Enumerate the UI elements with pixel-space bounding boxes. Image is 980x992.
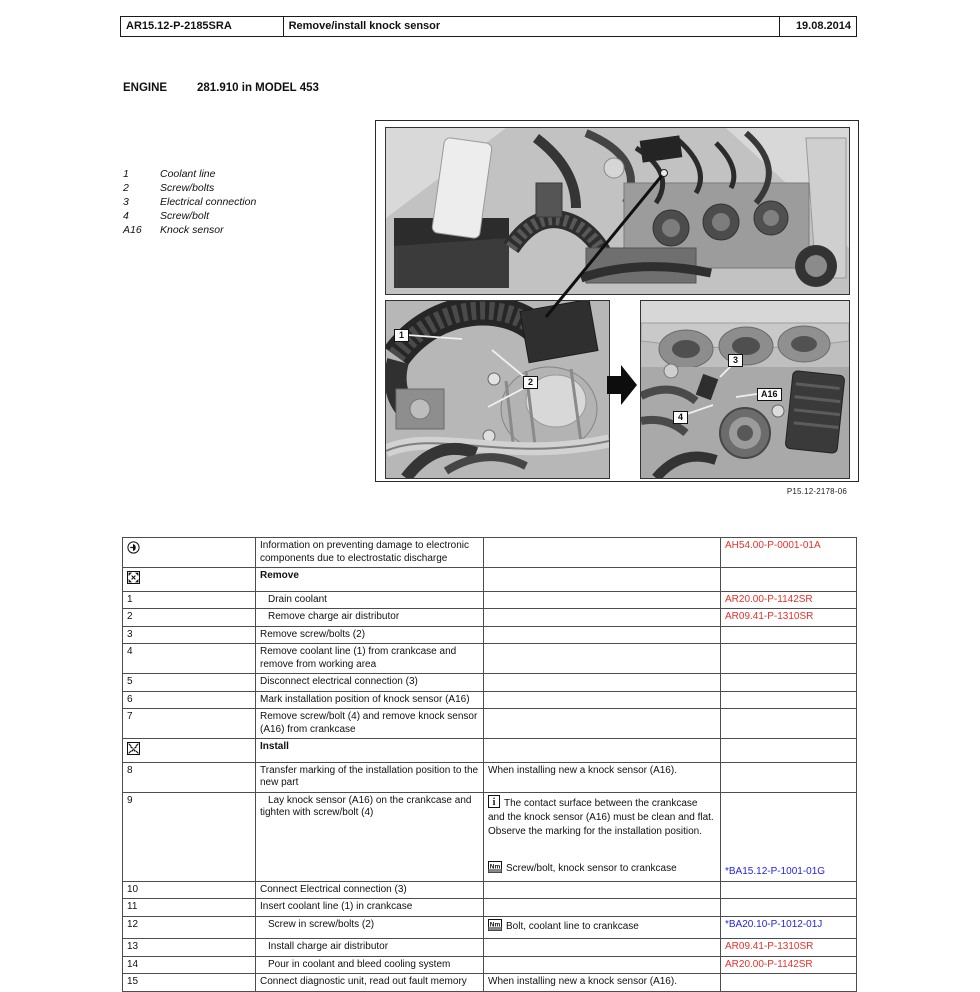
callout-1: 1 bbox=[394, 329, 409, 342]
legend-label: Screw/bolt bbox=[160, 210, 210, 222]
table-row bbox=[123, 709, 857, 739]
svg-text:Nm: Nm bbox=[489, 863, 501, 871]
section-label: ENGINE bbox=[123, 82, 168, 94]
reference-cell bbox=[721, 974, 857, 992]
legend-label: Electrical connection bbox=[160, 196, 257, 208]
figure-caption: P15.12-2178-06 bbox=[786, 487, 847, 496]
step-description: Pour in coolant and bleed cooling system bbox=[268, 958, 451, 970]
reference-cell bbox=[721, 568, 857, 592]
note-cell bbox=[484, 739, 721, 763]
step-number: 3 bbox=[127, 628, 133, 640]
description-cell bbox=[256, 939, 484, 957]
callout-2: 2 bbox=[523, 376, 538, 389]
step-number: 11 bbox=[127, 901, 138, 912]
note-cell bbox=[484, 762, 721, 792]
legend-item bbox=[123, 223, 256, 237]
note-cell bbox=[484, 899, 721, 917]
doc-ref-link[interactable]: AH54.00-P-0001-01A bbox=[725, 540, 821, 551]
table-row bbox=[123, 792, 857, 881]
figure-legend bbox=[123, 167, 256, 237]
reference-cell bbox=[721, 674, 857, 692]
table-row bbox=[123, 626, 857, 644]
table-row bbox=[123, 691, 857, 709]
table-row bbox=[123, 644, 857, 674]
reference-cell bbox=[721, 691, 857, 709]
note-cell bbox=[484, 691, 721, 709]
step-cell bbox=[123, 792, 256, 881]
reference-cell bbox=[721, 644, 857, 674]
note-block: Nm Screw/bolt, knock sensor to crankcase bbox=[488, 857, 716, 878]
note-cell bbox=[484, 644, 721, 674]
step-description: Remove bbox=[260, 570, 299, 581]
step-cell bbox=[123, 591, 256, 609]
doc-ref-link[interactable]: AR09.41-P-1310SR bbox=[725, 941, 814, 952]
table-row bbox=[123, 568, 857, 592]
document-header bbox=[120, 16, 857, 37]
callout-3: 3 bbox=[728, 354, 743, 367]
header-title: Remove/install knock sensor bbox=[283, 16, 781, 37]
note-block: Observe the marking for the installation position. bbox=[488, 825, 702, 837]
doc-ref-link[interactable]: AR09.41-P-1310SR bbox=[725, 611, 814, 622]
description-cell bbox=[256, 626, 484, 644]
doc-ref-link[interactable]: *BA20.10-P-1012-01J bbox=[725, 918, 823, 930]
description-cell bbox=[256, 792, 484, 881]
step-description: Drain coolant bbox=[268, 593, 327, 605]
reference-cell bbox=[721, 881, 857, 899]
engine-photo-detail-right bbox=[640, 300, 850, 479]
note-block: Nm Bolt, coolant line to crankcase bbox=[488, 919, 716, 936]
legend-label: Screw/bolts bbox=[160, 182, 215, 194]
table-row bbox=[123, 538, 857, 568]
step-description: Information on preventing damage to electronic components due to electrostatic discharge bbox=[260, 540, 470, 564]
description-cell bbox=[256, 591, 484, 609]
step-cell bbox=[123, 939, 256, 957]
step-number: 8 bbox=[127, 764, 133, 776]
step-cell bbox=[123, 538, 256, 568]
description-cell bbox=[256, 691, 484, 709]
legend-item bbox=[123, 181, 256, 195]
step-description: Install charge air distributor bbox=[268, 941, 389, 952]
engine-photo-detail-left bbox=[385, 300, 610, 479]
note-cell bbox=[484, 916, 721, 939]
engine-figure bbox=[375, 120, 859, 482]
note-cell bbox=[484, 591, 721, 609]
step-cell bbox=[123, 881, 256, 899]
section-heading bbox=[123, 82, 319, 94]
legend-item bbox=[123, 167, 256, 181]
reference-cell bbox=[721, 626, 857, 644]
step-number: 1 bbox=[127, 593, 133, 605]
legend-key: 4 bbox=[123, 210, 129, 222]
reference-cell bbox=[721, 939, 857, 957]
reference-cell bbox=[721, 899, 857, 917]
table-row bbox=[123, 939, 857, 957]
engine-photo-overview bbox=[385, 127, 850, 295]
step-cell bbox=[123, 674, 256, 692]
procedure-table bbox=[122, 537, 857, 992]
step-description: Transfer marking of the installation position to the new part bbox=[260, 764, 479, 788]
step-description: Screw in screw/bolts (2) bbox=[268, 918, 375, 930]
description-cell bbox=[256, 974, 484, 992]
note-cell bbox=[484, 939, 721, 957]
reference-cell bbox=[721, 762, 857, 792]
doc-ref-link[interactable]: AR20.00-P-1142SR bbox=[725, 593, 813, 605]
note-content: When installing new a knock sensor (A16). bbox=[488, 764, 677, 776]
install-icon bbox=[127, 742, 140, 760]
step-number: 5 bbox=[127, 676, 133, 687]
doc-ref-link[interactable]: *BA15.12-P-1001-01G bbox=[725, 866, 826, 877]
description-cell bbox=[256, 568, 484, 592]
table-row bbox=[123, 762, 857, 792]
step-cell bbox=[123, 739, 256, 763]
description-cell bbox=[256, 709, 484, 739]
table-row bbox=[123, 881, 857, 899]
note-cell bbox=[484, 626, 721, 644]
table-row bbox=[123, 674, 857, 692]
step-number: 7 bbox=[127, 711, 133, 722]
step-description: Remove screw/bolts (2) bbox=[260, 628, 366, 640]
section-detail: 281.910 in MODEL 453 bbox=[197, 82, 319, 94]
table-row bbox=[123, 899, 857, 917]
reference-cell bbox=[721, 916, 857, 939]
description-cell bbox=[256, 674, 484, 692]
step-cell bbox=[123, 974, 256, 992]
description-cell bbox=[256, 762, 484, 792]
note-cell bbox=[484, 538, 721, 568]
legend-key: 1 bbox=[123, 168, 129, 180]
step-cell bbox=[123, 956, 256, 974]
step-description: Disconnect electrical connection (3) bbox=[260, 676, 418, 687]
step-number: 6 bbox=[127, 693, 133, 705]
step-description: Remove screw/bolt (4) and remove knock sensor (A16) from crankcase bbox=[260, 711, 478, 735]
reference-cell bbox=[721, 956, 857, 974]
table-row bbox=[123, 916, 857, 939]
description-cell bbox=[256, 609, 484, 627]
step-description: Mark installation position of knock sensor (A16) bbox=[260, 693, 470, 705]
note-content: When installing new a knock sensor (A16). bbox=[488, 976, 677, 987]
step-number: 13 bbox=[127, 941, 139, 952]
description-cell bbox=[256, 956, 484, 974]
description-cell bbox=[256, 881, 484, 899]
note-content bbox=[488, 919, 716, 936]
step-number: 14 bbox=[127, 958, 139, 970]
step-description: Install bbox=[260, 741, 289, 752]
nm-icon bbox=[488, 919, 502, 936]
step-description: Remove charge air distributor bbox=[268, 611, 400, 622]
doc-ref-link[interactable]: AR20.00-P-1142SR bbox=[725, 958, 813, 970]
step-cell bbox=[123, 709, 256, 739]
step-cell bbox=[123, 899, 256, 917]
legend-label: Coolant line bbox=[160, 168, 216, 180]
table-row bbox=[123, 591, 857, 609]
zoom-arrow-icon bbox=[607, 365, 637, 405]
legend-item bbox=[123, 209, 256, 223]
step-number: 9 bbox=[127, 794, 133, 806]
legend-label: Knock sensor bbox=[160, 224, 224, 236]
step-description: Connect diagnostic unit, read out fault memory bbox=[260, 976, 467, 987]
note-cell bbox=[484, 881, 721, 899]
table-row bbox=[123, 956, 857, 974]
remove-icon bbox=[127, 571, 140, 589]
description-cell bbox=[256, 644, 484, 674]
reference-cell bbox=[721, 609, 857, 627]
step-cell bbox=[123, 762, 256, 792]
header-date: 19.08.2014 bbox=[779, 16, 857, 37]
callout-A16: A16 bbox=[757, 388, 782, 401]
note-cell bbox=[484, 974, 721, 992]
step-number: 2 bbox=[127, 611, 133, 622]
info-icon bbox=[488, 795, 500, 813]
note-cell bbox=[484, 609, 721, 627]
table-row bbox=[123, 974, 857, 992]
reference-cell bbox=[721, 739, 857, 763]
legend-key: 3 bbox=[123, 196, 129, 208]
reference-cell bbox=[721, 538, 857, 568]
description-cell bbox=[256, 538, 484, 568]
esd-icon bbox=[127, 541, 140, 559]
description-cell bbox=[256, 916, 484, 939]
step-description: Insert coolant line (1) in crankcase bbox=[260, 901, 413, 912]
step-number: 12 bbox=[127, 918, 139, 930]
reference-cell bbox=[721, 591, 857, 609]
note-cell bbox=[484, 709, 721, 739]
nm-icon bbox=[488, 861, 502, 878]
description-cell bbox=[256, 899, 484, 917]
reference-cell bbox=[721, 709, 857, 739]
note-cell bbox=[484, 956, 721, 974]
step-cell bbox=[123, 568, 256, 592]
step-cell bbox=[123, 916, 256, 939]
step-cell bbox=[123, 644, 256, 674]
step-description: Remove coolant line (1) from crankcase and remove from working area bbox=[260, 646, 457, 670]
callout-4: 4 bbox=[673, 411, 688, 424]
step-number: 10 bbox=[127, 883, 139, 895]
legend-key: 2 bbox=[123, 182, 129, 194]
reference-cell bbox=[721, 792, 857, 881]
svg-text:i: i bbox=[492, 796, 496, 808]
note-content bbox=[488, 795, 716, 879]
step-description: Connect Electrical connection (3) bbox=[260, 883, 407, 895]
step-cell bbox=[123, 691, 256, 709]
note-cell bbox=[484, 674, 721, 692]
note-cell bbox=[484, 792, 721, 881]
legend-item bbox=[123, 195, 256, 209]
step-description: Lay knock sensor (A16) on the crankcase and tighten with screw/bolt (4) bbox=[260, 794, 472, 818]
step-cell bbox=[123, 626, 256, 644]
note-cell bbox=[484, 568, 721, 592]
legend-key: A16 bbox=[123, 224, 142, 236]
step-cell bbox=[123, 609, 256, 627]
note-block: i The contact surface between the crankcase and the knock sensor (A16) must be clean and flat. bbox=[488, 796, 714, 823]
step-number: 4 bbox=[127, 646, 133, 657]
table-row bbox=[123, 739, 857, 763]
description-cell bbox=[256, 739, 484, 763]
table-row bbox=[123, 609, 857, 627]
header-doc-number: AR15.12-P-2185SRA bbox=[120, 16, 284, 37]
svg-text:Nm: Nm bbox=[489, 921, 501, 928]
step-number: 15 bbox=[127, 976, 139, 987]
